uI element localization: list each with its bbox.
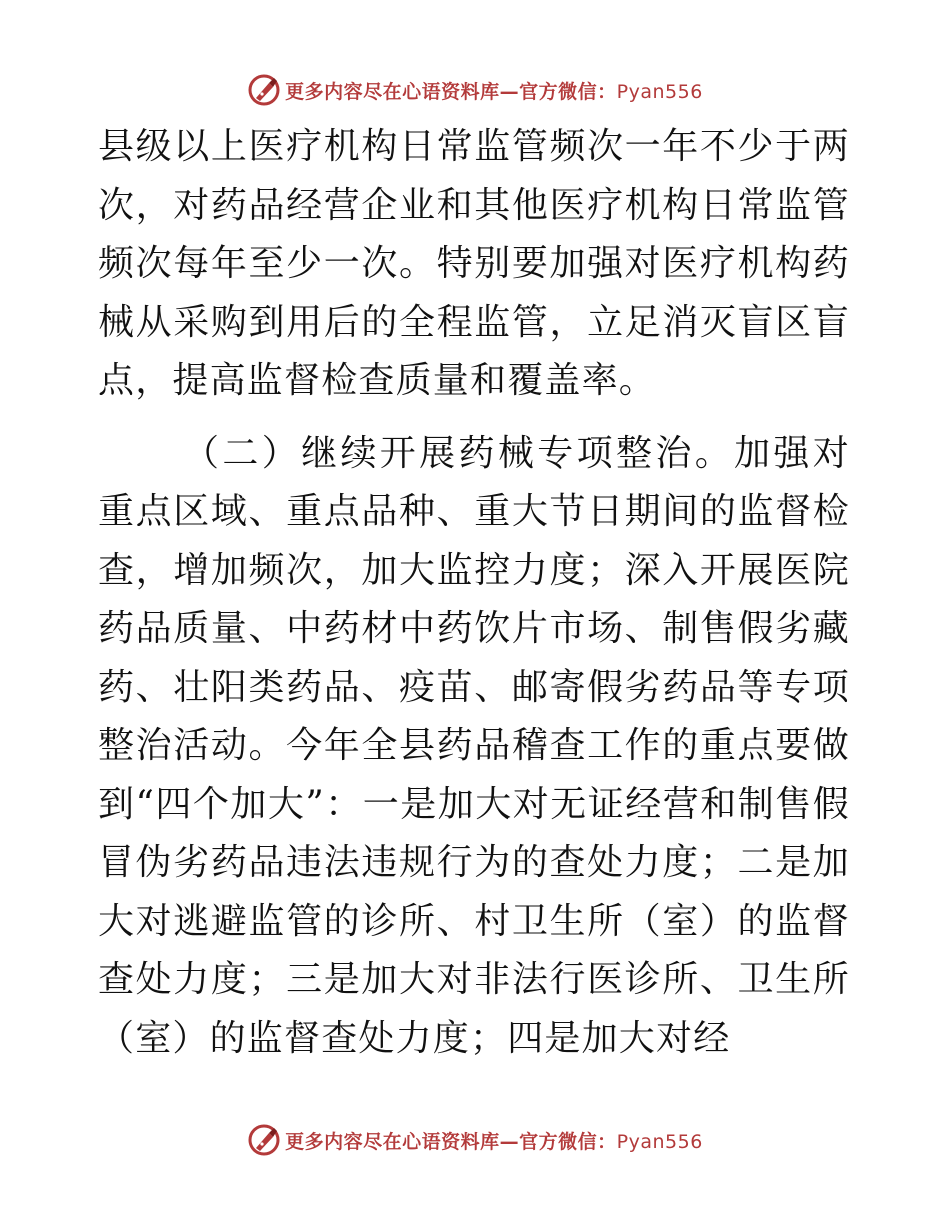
footer-banner-label: 更多内容尽在心语资料库—官方微信： — [285, 1130, 617, 1153]
footer-banner — [0, 1120, 950, 1160]
pen-nib-logo-icon — [247, 1123, 281, 1157]
document-body — [98, 118, 850, 1068]
header-banner-label: 更多内容尽在心语资料库—官方微信： — [285, 80, 617, 103]
footer-banner-text — [285, 1127, 703, 1154]
pen-nib-logo-icon — [247, 73, 281, 107]
header-banner — [0, 70, 950, 110]
header-wechat-id: Pyan556 — [616, 80, 703, 103]
footer-wechat-id: Pyan556 — [616, 1130, 703, 1153]
paragraph-2: （二）继续开展药械专项整治。加强对重点区域、重点品种、重大节日期间的监督检查，增加频次，加大监控力度；深入开展医院药品质量、中药材中药饮片市场、制售假劣藏药、壮阳类药品、疫苗、邮寄假劣药品等专项整治活动。今年全县药品稽查工作的重点要做到“四个加大”：一是加大对无证经营和制售假冒伪劣药品违法违规行为的查处力度；二是加大对逃避监管的诊所、村卫生所（室）的监督查处力度；三是加大对非法行医诊所、卫生所（室）的监督查处力度；四是加大对经 — [98, 432, 850, 1059]
paragraph-1: 县级以上医疗机构日常监管频次一年不少于两次，对药品经营企业和其他医疗机构日常监管频次每年至少一次。特别要加强对医疗机构药械从采购到用后的全程监管，立足消灭盲区盲点，提高监督检查质量和覆盖率。 — [98, 126, 850, 401]
header-banner-text — [285, 77, 703, 104]
